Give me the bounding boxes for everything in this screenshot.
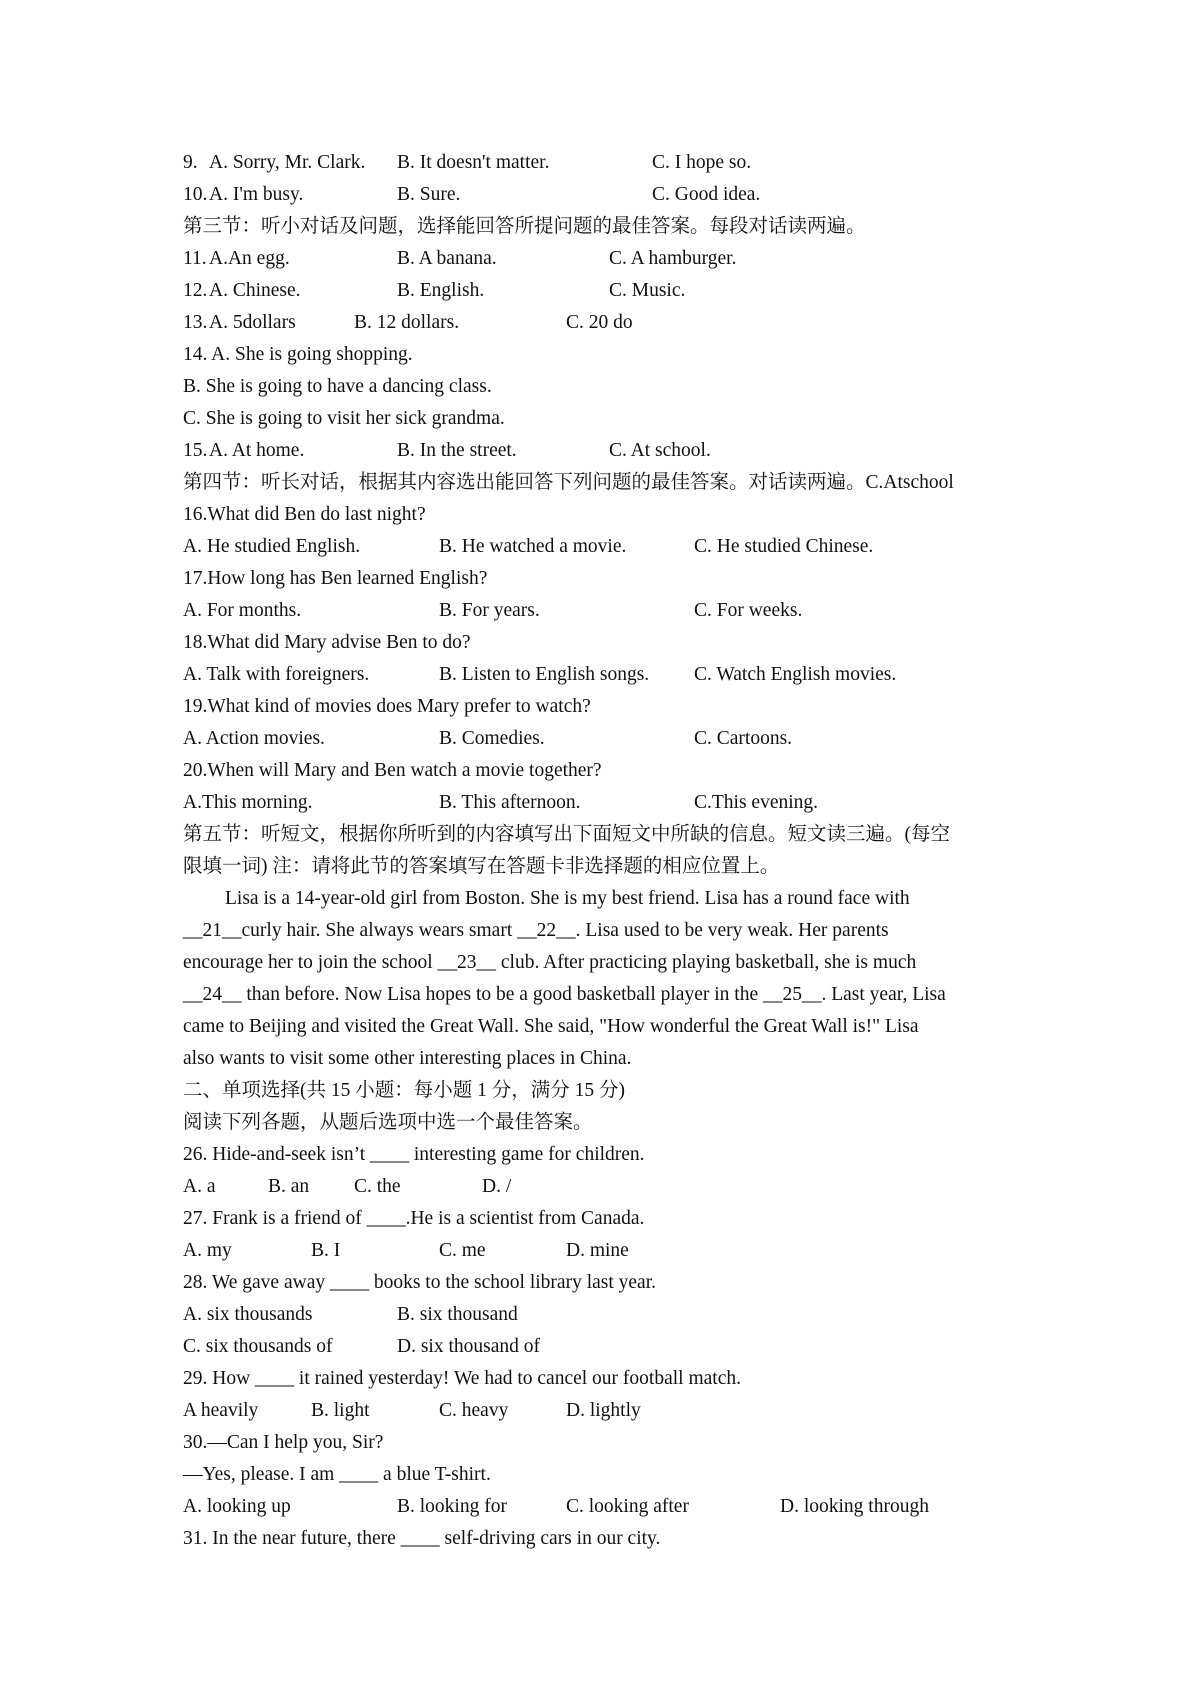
option-c: C. For weeks. [694,600,803,621]
option-b: B. She is going to have a dancing class. [183,376,492,397]
option-a: A heavily [183,1400,259,1421]
option-d: D. looking through [780,1496,929,1517]
question-26: 26. Hide-and-seek isn’t ____ interesting game for children. [183,1144,645,1165]
option-a: A. Action movies. [183,728,325,749]
question-30: 30.—Can I help you, Sir? [183,1432,384,1453]
option-c: C. A hamburger. [609,248,737,269]
option-b: B. He watched a movie. [439,536,627,557]
question-number: 9. [183,152,198,173]
option-b: B. six thousand [397,1304,518,1325]
option-b: B. looking for [397,1496,507,1517]
option-b: B. an [268,1176,310,1197]
question-14: 14. A. She is going shopping. [183,344,413,365]
option-c: C. six thousands of [183,1336,333,1357]
option-c: C. the [354,1176,401,1197]
option-a: A.An egg. [209,248,290,269]
option-a: A.This morning. [183,792,313,813]
option-b: B. For years. [439,600,540,621]
option-a: A. six thousands [183,1304,313,1325]
section-3-heading: 第三节：听小对话及问题，选择能回答所提问题的最佳答案。每段对话读两遍。 [183,216,866,237]
passage-line: came to Beijing and visited the Great Wall. She said, "How wonderful the Great Wall is!" Lisa [183,1016,919,1037]
option-c: C. 20 do [566,312,633,333]
passage-line: also wants to visit some other interesting places in China. [183,1048,632,1069]
option-b: B. It doesn't matter. [397,152,550,173]
option-a: A. Sorry, Mr. Clark. [209,152,366,173]
option-a: A. I'm busy. [209,184,304,205]
option-b: B. light [311,1400,370,1421]
option-b: B. I [311,1240,341,1261]
option-d: D. / [482,1176,512,1197]
question-number: 15. [183,440,208,461]
question-number: 11. [183,248,207,269]
option-a: A. Chinese. [209,280,301,301]
question-27: 27. Frank is a friend of ____.He is a scientist from Canada. [183,1208,645,1229]
question-20: 20.When will Mary and Ben watch a movie together? [183,760,602,781]
option-b: B. A banana. [397,248,497,269]
option-b: B. Sure. [397,184,461,205]
passage-line: __21__curly hair. She always wears smart __22__. Lisa used to be very weak. Her parents [183,920,889,941]
part-2-instruction: 阅读下列各题，从题后选项中选一个最佳答案。 [183,1112,593,1133]
question-16: 16.What did Ben do last night? [183,504,426,525]
question-number: 12. [183,280,208,301]
option-a: A. a [183,1176,216,1197]
option-c: C. At school. [609,440,711,461]
question-number: 10. [183,184,208,205]
option-a: A. looking up [183,1496,291,1517]
question-29: 29. How ____ it rained yesterday! We had to cancel our football match. [183,1368,741,1389]
option-c: C. Cartoons. [694,728,793,749]
option-a: A. my [183,1240,232,1261]
option-c: C. me [439,1240,486,1261]
passage-line: Lisa is a 14-year-old girl from Boston. She is my best friend. Lisa has a round face with [225,888,910,909]
part-2-title: 二、单项选择(共 15 小题：每小题 1 分，满分 15 分) [183,1080,625,1101]
option-c: C.This evening. [694,792,819,813]
option-b: B. English. [397,280,485,301]
option-a: A. He studied English. [183,536,361,557]
option-c: C. Music. [609,280,686,301]
passage-line: __24__ than before. Now Lisa hopes to be a good basketball player in the __25__. Last year, Lisa [183,984,946,1005]
option-d: D. mine [566,1240,629,1261]
option-d: D. six thousand of [397,1336,540,1357]
option-b: B. Comedies. [439,728,545,749]
question-28: 28. We gave away ____ books to the school library last year. [183,1272,656,1293]
option-c: C. He studied Chinese. [694,536,874,557]
question-19: 19.What kind of movies does Mary prefer to watch? [183,696,591,717]
question-31: 31. In the near future, there ____ self-driving cars in our city. [183,1528,661,1549]
question-17: 17.How long has Ben learned English? [183,568,488,589]
option-c: C. heavy [439,1400,509,1421]
option-c: C. I hope so. [652,152,752,173]
option-a: A. For months. [183,600,302,621]
option-c: C. looking after [566,1496,689,1517]
option-a: A. At home. [209,440,305,461]
option-a: A. 5dollars [209,312,296,333]
option-d: D. lightly [566,1400,641,1421]
option-c: C. Good idea. [652,184,761,205]
option-b: B. Listen to English songs. [439,664,650,685]
option-a: A. Talk with foreigners. [183,664,370,685]
option-b: B. 12 dollars. [354,312,460,333]
question-30-reply: —Yes, please. I am ____ a blue T-shirt. [183,1464,491,1485]
question-18: 18.What did Mary advise Ben to do? [183,632,471,653]
option-c: C. Watch English movies. [694,664,897,685]
passage-line: encourage her to join the school __23__ club. After practicing playing basketball, she is much [183,952,917,973]
question-number: 13. [183,312,208,333]
section-4-heading: 第四节：听长对话，根据其内容选出能回答下列问题的最佳答案。对话读两遍。C.Atschool [183,472,954,493]
section-5-note: 限填一词) 注：请将此节的答案填写在答题卡非选择题的相应位置上。 [183,856,780,877]
option-b: B. In the street. [397,440,517,461]
option-c: C. She is going to visit her sick grandma. [183,408,505,429]
option-b: B. This afternoon. [439,792,581,813]
section-5-heading: 第五节：听短文，根据你所听到的内容填写出下面短文中所缺的信息。短文读三遍。(每空 [183,824,950,845]
